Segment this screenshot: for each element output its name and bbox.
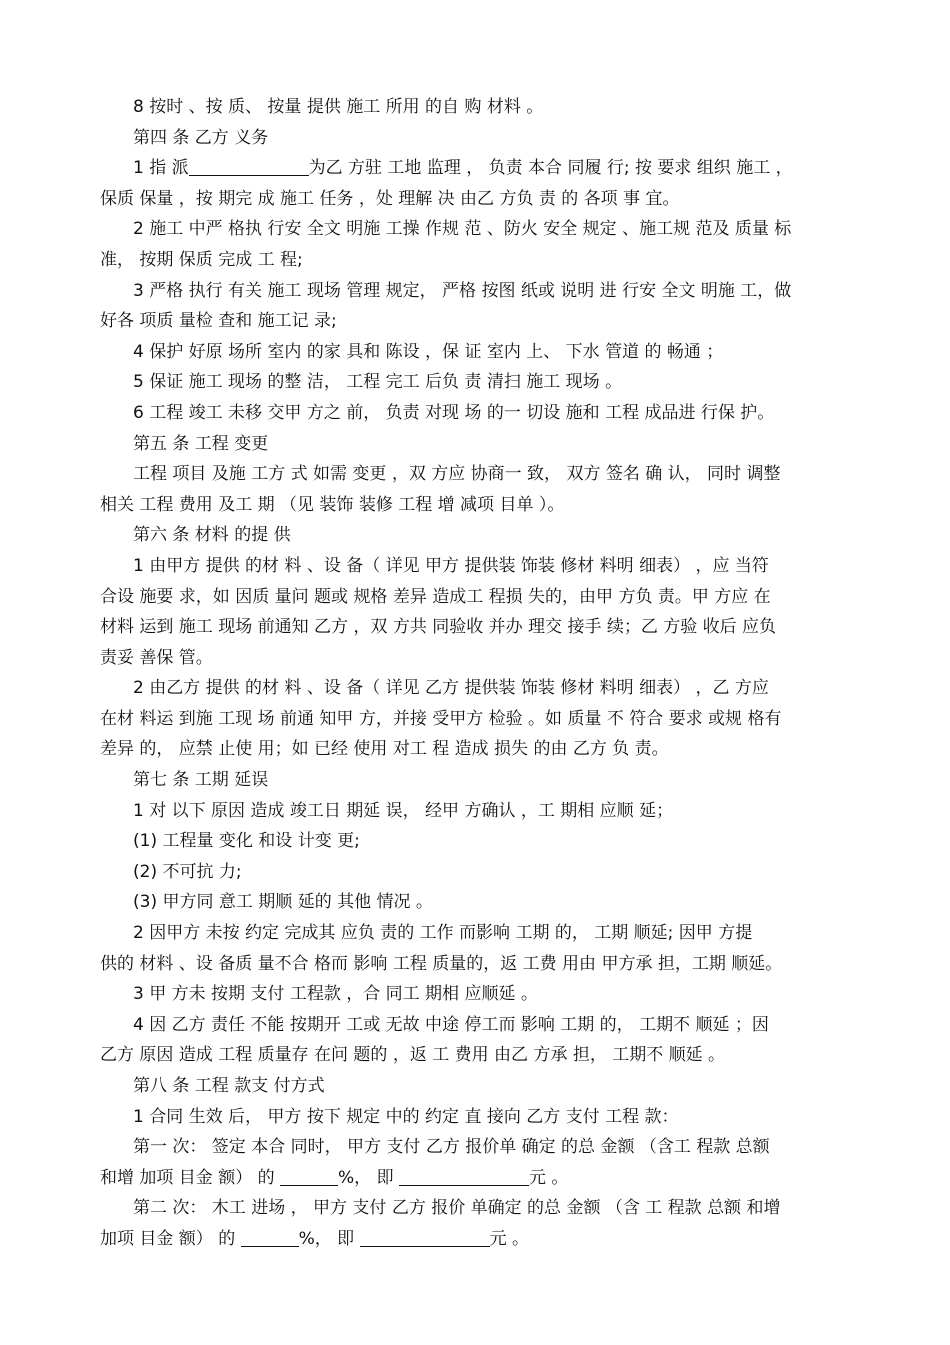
- text-line: 工程 项目 及施 工方 式 如需 变更 ，双 方应 协商一 致， 双方 签名 确 认， 同时 调整: [133, 464, 781, 485]
- text-line: 4 因 乙方 责任 不能 按期开 工或 无故 中途 停工而 影响 工期 的， 工期不 顺延 ；因: [133, 1014, 769, 1035]
- text-line: 在材 料运 到施 工现 场 前通 知甲 方，并接 受甲方 检验 。如 质量 不 符合 要求 或规 格有: [100, 708, 782, 729]
- list-item: (2) 不可抗 力;: [133, 861, 242, 882]
- percent-blank[interactable]: [241, 1228, 299, 1247]
- text-line: 差异 的， 应禁 止使 用；如 已经 使用 对工 程 造成 损失 的由 乙方 负 责。: [100, 739, 669, 760]
- text-line: 乙方 原因 造成 工程 质量存 在问 题的 ，返 工 费用 由乙 方承 担， 工期不 顺延 。: [100, 1045, 726, 1066]
- text-segment: %， 即: [298, 1228, 355, 1249]
- text-segment: 1 指 派: [133, 158, 189, 179]
- section-heading: 第四 条 乙方 义务: [133, 127, 269, 148]
- text-segment: 元 。: [529, 1167, 569, 1188]
- text-line: [100, 1163, 850, 1194]
- text-line: 第二 次： 木工 进场 ， 甲方 支付 乙方 报价 单确定 的总 金额 （含 工 程款 总额 和增: [133, 1198, 781, 1219]
- section-heading: 第八 条 工程 款支 付方式: [133, 1076, 325, 1096]
- percent-blank[interactable]: [280, 1167, 338, 1186]
- amount-blank[interactable]: [399, 1167, 529, 1186]
- list-item: (3) 甲方同 意工 期顺 延的 其他 情况 。: [133, 892, 433, 913]
- section-heading: 第六 条 材料 的提 供: [133, 525, 291, 546]
- text-line: 8 按时 、按 质、 按量 提供 施工 所用 的自 购 材料 。: [133, 97, 544, 117]
- text-line: 材料 运到 施工 现场 前通知 乙方 ，双 方共 同验收 并办 理交 接手 续；乙 方验 收后 应负: [100, 617, 777, 638]
- contract-body: [100, 92, 850, 1255]
- text-segment: 为乙 方驻 工地 监理 ， 负责 本合 同履 行; 按 要求 组织 施工 ，: [308, 158, 793, 179]
- text-line: 保质 保量 ，按 期完 成 施工 任务 ，处 理解 决 由乙 方负 责 的 各项 事 宜。: [100, 188, 680, 209]
- text-line: 合设 施要 求，如 因质 量问 题或 规格 差异 造成工 程损 失的，由甲 方负 责。甲 方应 在: [100, 586, 771, 607]
- section-heading: 第五 条 工程 变更: [133, 433, 269, 454]
- text-segment: %， 即: [338, 1167, 394, 1188]
- section-heading: 第七 条 工期 延误: [133, 770, 269, 791]
- text-line: 2 施工 中严 格执 行安 全文 明施 工操 作规 范 、防火 安全 规定 、施工规 范及 质量 标: [133, 219, 792, 240]
- text-line: 1 合同 生效 后， 甲方 按下 规定 中的 约定 直 接向 乙方 支付 工程 款：: [133, 1106, 679, 1127]
- text-line: 2 由乙方 提供 的材 料 、设 备（ 详见 乙方 提供装 饰装 修材 料明 细表） ，乙 方应: [133, 678, 769, 699]
- text-segment: 和增 加项 目金 额） 的: [100, 1167, 275, 1188]
- text-line: [100, 153, 850, 184]
- fill-in-blank[interactable]: [189, 157, 309, 176]
- text-segment: 元 。: [489, 1228, 529, 1249]
- text-line: 2 因甲方 未按 约定 完成其 应负 责的 工作 而影响 工期 的， 工期 顺延; 因甲 方提: [133, 923, 753, 944]
- text-line: [100, 1224, 850, 1255]
- text-line: 责妥 善保 管。: [100, 647, 213, 668]
- text-line: 好各 项质 量检 查和 施工记 录;: [100, 311, 337, 332]
- text-line: 3 甲 方未 按期 支付 工程款 ，合 同工 期相 应顺延 。: [133, 984, 538, 1005]
- text-line: 1 由甲方 提供 的材 料 、设 备（ 详见 甲方 提供装 饰装 修材 料明 细表） ，应 当符: [133, 555, 769, 576]
- text-line: 5 保证 施工 现场 的整 洁， 工程 完工 后负 责 清扫 施工 现场 。: [133, 372, 623, 393]
- text-segment: 加项 目金 额） 的: [100, 1228, 236, 1249]
- text-line: 1 对 以下 原因 造成 竣工日 期延 误， 经甲 方确认 ，工 期相 应顺 延；: [133, 800, 674, 821]
- text-line: 4 保护 好原 场所 室内 的家 具和 陈设 ，保 证 室内 上、 下水 管道 的 畅通 ；: [133, 341, 724, 362]
- text-line: 供的 材料 、设 备质 量不合 格而 影响 工程 质量的，返 工费 用由 甲方承 担，工期 顺延。: [100, 953, 783, 974]
- text-line: 3 严格 执行 有关 施工 现场 管理 规定， 严格 按图 纸或 说明 进 行安 全文 明施 工，做: [133, 280, 792, 301]
- text-line: 第一 次： 签定 本合 同时， 甲方 支付 乙方 报价单 确定 的总 金额 （含工 程款 总额: [133, 1137, 770, 1158]
- list-item: (1) 工程量 变化 和设 计变 更;: [133, 831, 360, 852]
- text-line: 相关 工程 费用 及工 期 （见 装饰 装修 工程 增 减项 目单 ）。: [100, 494, 565, 515]
- text-line: 准， 按期 保质 完成 工 程;: [100, 249, 303, 270]
- amount-blank[interactable]: [360, 1228, 490, 1247]
- text-line: 6 工程 竣工 未移 交甲 方之 前， 负责 对现 场 的一 切设 施和 工程 成品进 行保 护。: [133, 402, 775, 423]
